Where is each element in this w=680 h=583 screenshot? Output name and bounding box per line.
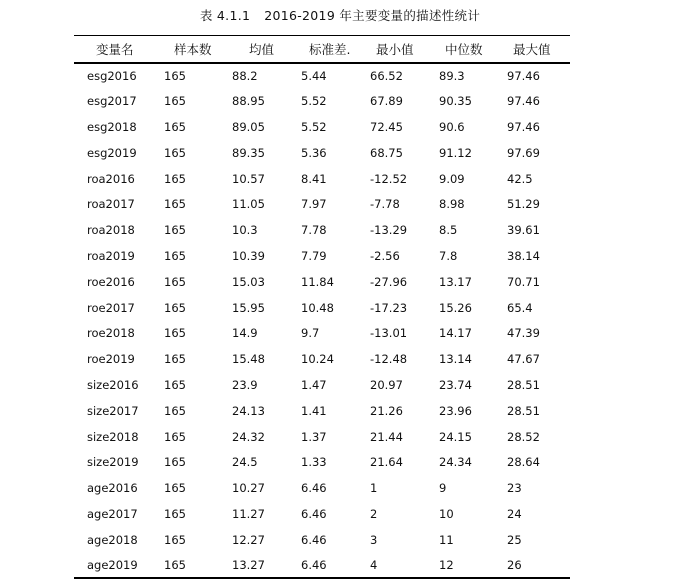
variable-cell: age2019 [74,553,164,579]
max-cell: 28.52 [507,429,540,444]
table-row [74,166,570,192]
std-dev-cell: 6.46 [301,506,327,521]
mean-cell: 15.03 [232,274,265,289]
max-cell: 97.69 [507,145,540,160]
min-cell: 21.64 [370,455,403,470]
variable-cell: age2016 [87,481,138,496]
table-header [74,36,570,63]
variable-cell: esg2018 [87,119,137,134]
std-dev-cell: 5.36 [301,145,327,160]
sample-size-cell: 165 [164,532,186,547]
min-cell: 20.97 [370,377,403,392]
mean-cell: 89.35 [232,145,265,160]
median-cell: 24.15 [439,429,472,444]
median-cell: 91.12 [439,145,472,160]
median-cell: 13.17 [439,274,472,289]
median-cell: 8.98 [439,197,465,212]
table-row [74,88,570,114]
table-row [74,320,570,346]
mean-cell: 11.27 [232,506,265,521]
variable-cell: roa2019 [87,248,135,263]
table-row [74,243,570,269]
min-cell: -2.56 [370,248,400,263]
min-cell: 68.75 [370,145,403,160]
min-cell: -12.48 [370,352,408,367]
variable-cell: roe2019 [87,352,135,367]
header-mean: 均值 [232,36,301,63]
median-cell: 9 [439,481,447,496]
table-row [74,372,570,398]
median-cell: 90.35 [439,94,472,109]
table-row [74,475,570,501]
variable-cell: size2018 [87,429,139,444]
max-cell: 65.4 [507,300,533,315]
mean-cell: 10.57 [232,171,265,186]
max-cell: 47.67 [507,352,540,367]
std-dev-cell: 6.46 [301,553,370,579]
min-cell: 3 [370,532,378,547]
max-cell: 38.14 [507,248,540,263]
sample-size-cell: 165 [164,326,186,341]
median-cell: 90.6 [439,119,465,134]
max-cell: 39.61 [507,223,540,238]
max-cell: 97.46 [507,68,540,83]
std-dev-cell: 9.7 [301,326,320,341]
sample-size-cell: 165 [164,68,186,83]
median-cell: 23.96 [439,403,472,418]
median-cell: 15.26 [439,300,472,315]
median-cell: 24.34 [439,455,472,470]
header-std-dev: 标准差. [301,36,370,63]
std-dev-cell: 10.48 [301,300,334,315]
variable-cell: roa2016 [87,171,135,186]
std-dev-cell: 6.46 [301,532,327,547]
min-cell: -27.96 [370,274,408,289]
max-cell: 28.51 [507,377,540,392]
variable-cell: roa2017 [87,197,135,212]
mean-cell: 12.27 [232,532,265,547]
max-cell: 25 [507,532,522,547]
variable-cell: age2017 [87,506,138,521]
std-dev-cell: 7.97 [301,197,327,212]
std-dev-cell: 1.41 [301,403,327,418]
std-dev-cell: 5.52 [301,119,327,134]
table-row [74,501,570,527]
max-cell: 97.46 [507,119,540,134]
std-dev-cell: 1.33 [301,455,327,470]
min-cell: 4 [370,553,439,579]
max-cell: 24 [507,506,522,521]
sample-size-cell: 165 [164,553,232,579]
sample-size-cell: 165 [164,506,186,521]
median-cell: 10 [439,506,454,521]
header-variable: 变量名 [74,36,164,63]
mean-cell: 10.27 [232,481,265,496]
variable-cell: roe2018 [87,326,135,341]
std-dev-cell: 7.78 [301,223,327,238]
median-cell: 23.74 [439,377,472,392]
variable-cell: roe2016 [87,274,135,289]
sample-size-cell: 165 [164,197,186,212]
min-cell: 67.89 [370,94,403,109]
max-cell: 28.51 [507,403,540,418]
std-dev-cell: 11.84 [301,274,334,289]
min-cell: 21.26 [370,403,403,418]
median-cell: 11 [439,532,454,547]
sample-size-cell: 165 [164,481,186,496]
sample-size-cell: 165 [164,403,186,418]
std-dev-cell: 1.47 [301,377,327,392]
table-row [74,295,570,321]
table-row [74,527,570,553]
mean-cell: 88.2 [232,68,258,83]
min-cell: -17.23 [370,300,408,315]
variable-cell: roe2017 [87,300,135,315]
variable-cell: size2019 [87,455,139,470]
max-cell: 70.71 [507,274,540,289]
descriptive-stats-table [74,35,570,579]
table-row [74,191,570,217]
min-cell: -12.52 [370,171,408,186]
sample-size-cell: 165 [164,94,186,109]
sample-size-cell: 165 [164,145,186,160]
table-row [74,553,570,579]
median-cell: 7.8 [439,248,458,263]
header-row [74,36,570,63]
min-cell: 1 [370,481,378,496]
std-dev-cell: 5.44 [301,68,327,83]
mean-cell: 24.32 [232,429,265,444]
median-cell: 9.09 [439,171,465,186]
std-dev-cell: 6.46 [301,481,327,496]
sample-size-cell: 165 [164,119,186,134]
caption-title: 2016-2019 年主要变量的描述性统计 [264,8,481,23]
mean-cell: 23.9 [232,377,258,392]
mean-cell: 88.95 [232,94,265,109]
variable-cell: size2016 [87,377,139,392]
sample-size-cell: 165 [164,352,186,367]
mean-cell: 13.27 [232,553,301,579]
median-cell: 13.14 [439,352,472,367]
max-cell: 28.64 [507,455,540,470]
mean-cell: 14.9 [232,326,258,341]
mean-cell: 11.05 [232,197,265,212]
sample-size-cell: 165 [164,248,186,263]
variable-cell: esg2017 [87,94,137,109]
min-cell: -7.78 [370,197,400,212]
mean-cell: 15.95 [232,300,265,315]
max-cell: 26 [507,553,570,579]
mean-cell: 10.3 [232,223,258,238]
min-cell: 72.45 [370,119,403,134]
std-dev-cell: 5.52 [301,94,327,109]
median-cell: 89.3 [439,68,465,83]
variable-cell: roa2018 [87,223,135,238]
std-dev-cell: 1.37 [301,429,327,444]
table-row [74,398,570,424]
min-cell: 21.44 [370,429,403,444]
table-row [74,346,570,372]
table-row [74,269,570,295]
sample-size-cell: 165 [164,274,186,289]
header-median: 中位数 [439,36,507,63]
std-dev-cell: 10.24 [301,352,334,367]
sample-size-cell: 165 [164,171,186,186]
sample-size-cell: 165 [164,300,186,315]
min-cell: -13.01 [370,326,408,341]
variable-cell: age2018 [87,532,138,547]
table-row [74,424,570,450]
mean-cell: 24.5 [232,455,258,470]
table-row [74,217,570,243]
table-row [74,140,570,166]
sample-size-cell: 165 [164,377,186,392]
table-row [74,114,570,140]
sample-size-cell: 165 [164,223,186,238]
max-cell: 97.46 [507,94,540,109]
sample-size-cell: 165 [164,429,186,444]
min-cell: 2 [370,506,378,521]
table-caption [0,6,680,24]
min-cell: -13.29 [370,223,408,238]
table-row [74,449,570,475]
variable-cell: esg2019 [87,145,137,160]
variable-cell: size2017 [87,403,139,418]
min-cell: 66.52 [370,68,403,83]
mean-cell: 24.13 [232,403,265,418]
sample-size-cell: 165 [164,455,186,470]
header-max: 最大值 [507,36,570,63]
max-cell: 23 [507,481,522,496]
median-cell: 14.17 [439,326,472,341]
mean-cell: 15.48 [232,352,265,367]
header-min: 最小值 [370,36,439,63]
median-cell: 8.5 [439,223,458,238]
header-sample-size: 样本数 [164,36,232,63]
std-dev-cell: 8.41 [301,171,327,186]
std-dev-cell: 7.79 [301,248,327,263]
caption-number: 表 4.1.1 [199,8,251,23]
max-cell: 47.39 [507,326,540,341]
mean-cell: 89.05 [232,119,265,134]
table-row [74,63,570,89]
median-cell: 12 [439,553,507,579]
max-cell: 51.29 [507,197,540,212]
mean-cell: 10.39 [232,248,265,263]
max-cell: 42.5 [507,171,533,186]
variable-cell: esg2016 [87,68,137,83]
table-body [74,63,570,579]
